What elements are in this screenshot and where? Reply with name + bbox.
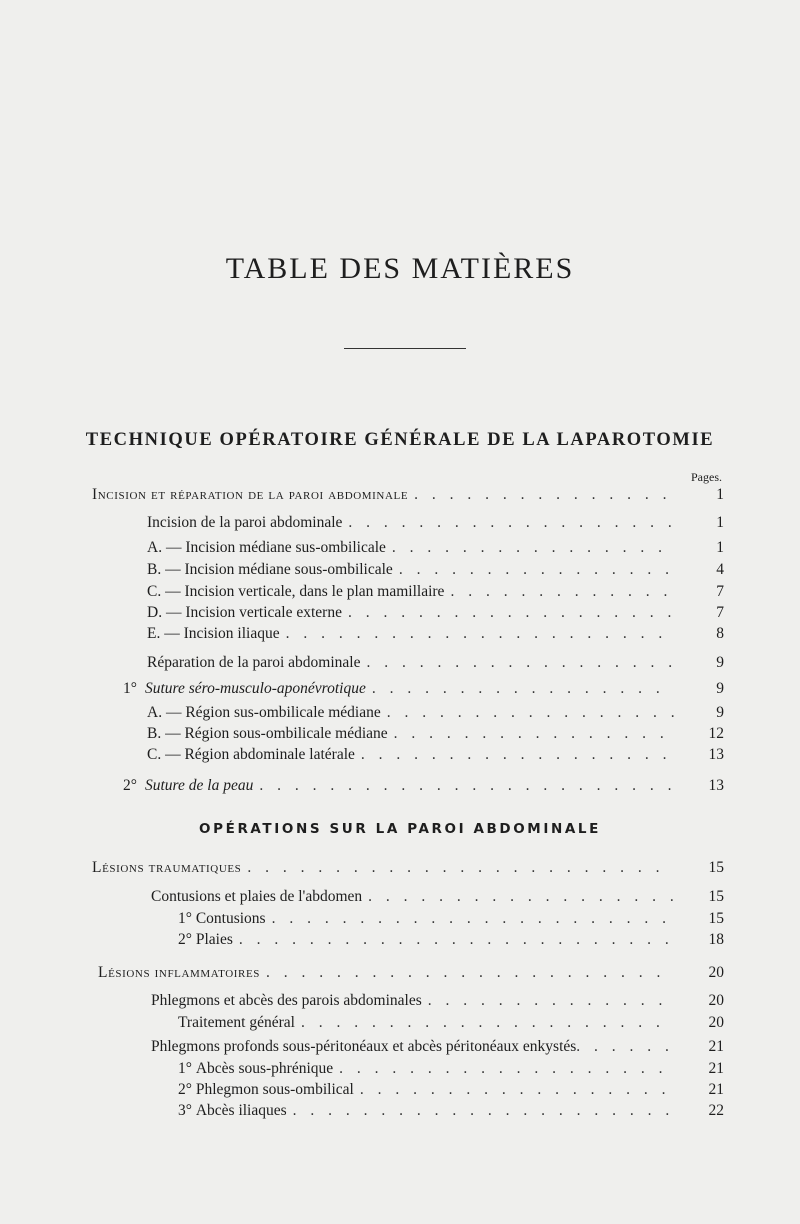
toc-entry [0,1100,800,1122]
entry-text: Phlegmons profonds sous-péritonéaux et abcès péritonéaux enkystés [151,1038,577,1055]
entry-page: 15 [708,910,724,927]
entry-text: Abcès sous-phrénique [195,1060,334,1077]
entry-text: Suture de la peau [145,777,254,794]
entry-page: 9 [716,680,724,697]
entry-page: 21 [708,1081,724,1098]
toc-entry [0,559,800,581]
entry-prefix: D. — [147,604,182,621]
page-title: TABLE DES MATIÈRES [225,252,575,285]
entry-page: 13 [708,746,724,763]
entry-page: 9 [716,654,724,671]
toc-entry [0,1012,800,1034]
entry-page: 1 [716,539,724,556]
entry-text: Région sus-ombilicale médiane [185,704,381,721]
toc-entry [0,1079,800,1101]
entry-text: Incision médiane sus-ombilicale [185,539,386,556]
entry-prefix: B. — [147,725,181,742]
entry-prefix: C. — [147,583,181,600]
entry-page: 1 [716,486,724,503]
entry-text: Région sous-ombilicale médiane [184,725,388,742]
entry-page: 8 [716,625,724,642]
part-1-heading: TECHNIQUE OPÉRATOIRE GÉNÉRALE DE LA LAPAROTOMIE [85,430,715,450]
entry-page: 20 [708,1014,724,1031]
entry-prefix: A. — [147,704,182,721]
entry-prefix: A. — [147,539,182,556]
entry-prefix: B. — [147,561,181,578]
entry-page: 7 [716,604,724,621]
entry-text: Incision verticale, dans le plan mamillaire [184,583,445,600]
entry-page: 21 [708,1038,724,1055]
entry-text: Lésions traumatiques [92,859,242,876]
entry-text: Lésions inflammatoires [98,964,261,981]
entry-page: 15 [708,888,724,905]
entry-page: 12 [708,725,724,742]
entry-text: Traitement général [178,1014,295,1031]
entry-prefix: 1° [178,910,192,927]
entry-text: Incision et réparation de la paroi abdominale [92,486,409,503]
entry-page: 20 [708,964,724,981]
toc-entry [0,929,800,951]
entry-prefix: 1° [178,1060,192,1077]
entry-page: 22 [708,1102,724,1119]
toc-entry [0,1036,800,1058]
toc-entry [0,581,800,603]
toc-entry [0,512,800,534]
entry-text: Phlegmons et abcès des parois abdominales [151,992,422,1009]
entry-prefix: 2° [123,777,137,794]
toc-entry [0,484,800,506]
entry-text: Incision de la paroi abdominale [147,514,343,531]
toc-entry [0,775,800,797]
entry-page: 21 [708,1060,724,1077]
entry-text: Incision iliaque [183,625,280,642]
entry-prefix: 3° [178,1102,192,1119]
toc-entry [0,652,800,674]
entry-text: Incision médiane sous-ombilicale [184,561,393,578]
toc-entry [0,602,800,624]
entry-text: Contusions [195,910,266,927]
entry-page: 7 [716,583,724,600]
entry-page: 18 [708,931,724,948]
entry-page: 15 [708,859,724,876]
entry-text: Plaies [195,931,233,948]
entry-page: 13 [708,777,724,794]
part-2-heading: OPÉRATIONS SUR LA PAROI ABDOMINALE [199,821,601,837]
entry-prefix: E. — [147,625,180,642]
toc-entry [0,744,800,766]
entry-page: 1 [716,514,724,531]
toc-entry [0,962,800,984]
entry-text: Phlegmon sous-ombilical [195,1081,354,1098]
entry-text: Incision verticale externe [185,604,342,621]
toc-entry [0,623,800,645]
toc-entry [0,1058,800,1080]
entry-prefix: C. — [147,746,181,763]
toc-entry [0,723,800,745]
toc-entry [0,990,800,1012]
toc-entry [0,886,800,908]
toc-entry [0,857,800,879]
entry-prefix: 1° [123,680,137,697]
toc-entry [0,908,800,930]
entry-page: 4 [716,561,724,578]
entry-prefix: 2° [178,931,192,948]
toc-entry [0,678,800,700]
entry-page: 9 [716,704,724,721]
entry-text: Région abdominale latérale [184,746,355,763]
toc-entry [0,537,800,559]
toc-entry [0,702,800,724]
entry-text: Contusions et plaies de l'abdomen [151,888,363,905]
entry-page: 20 [708,992,724,1009]
entry-prefix: 2° [178,1081,192,1098]
entry-text: Suture séro-musculo-aponévrotique [145,680,366,697]
title-divider [344,348,466,349]
entry-text: Réparation de la paroi abdominale [147,654,361,671]
pages-column-label: Pages. [691,470,722,484]
entry-text: Abcès iliaques [195,1102,287,1119]
